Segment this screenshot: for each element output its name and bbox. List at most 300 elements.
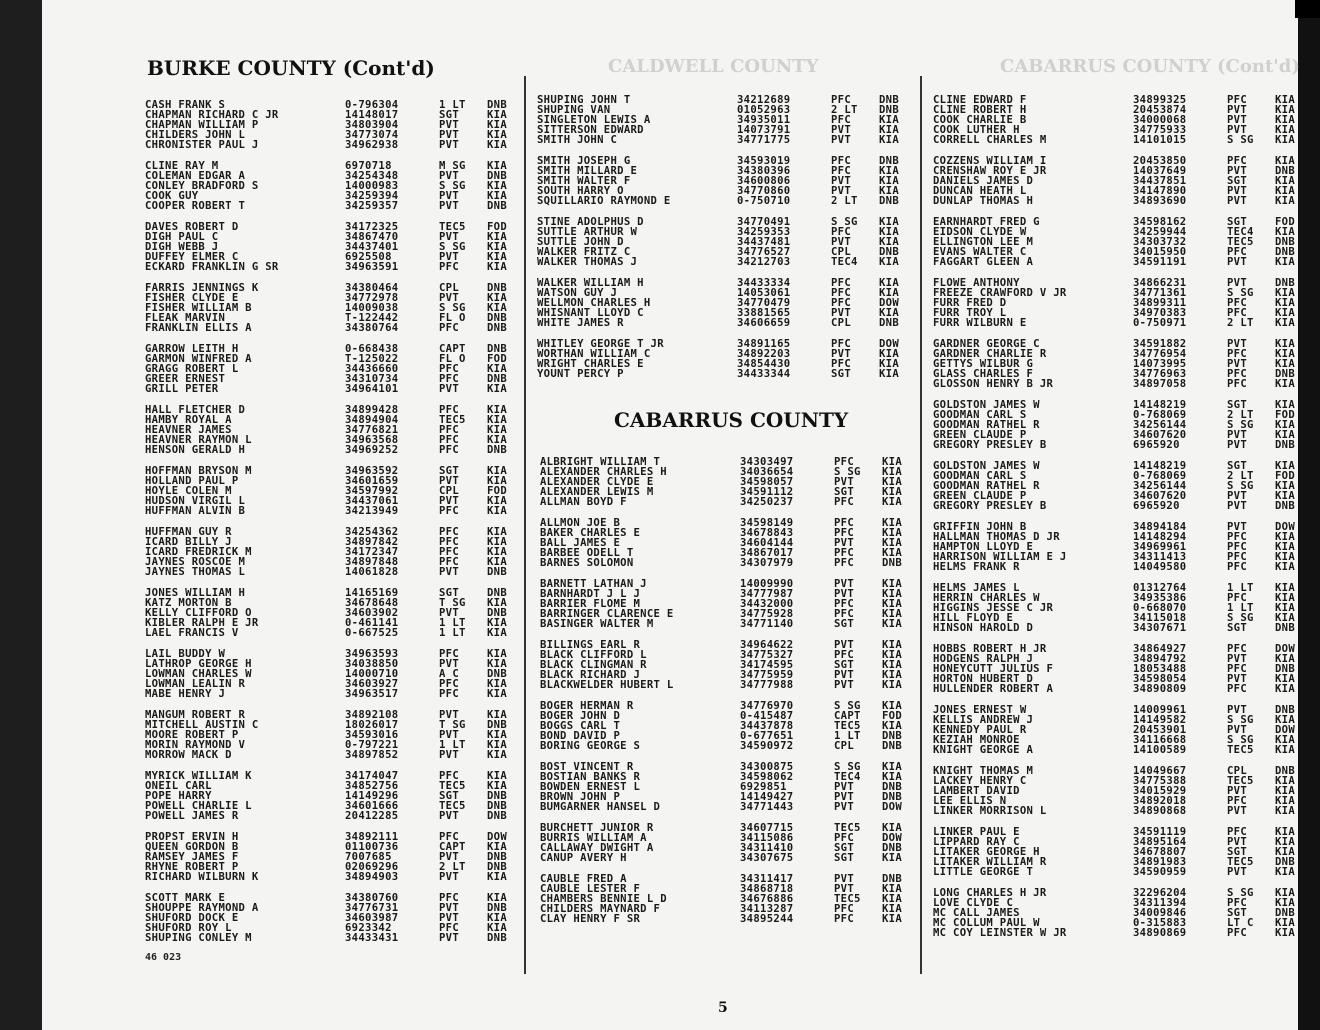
serial-number: 34300875 xyxy=(740,760,794,773)
serial-number: 34433344 xyxy=(737,368,791,381)
soldier-name: FAGGART GLEEN A xyxy=(933,256,1034,269)
status-code: DNB xyxy=(879,154,900,167)
soldier-name: COOK LUTHER H xyxy=(933,124,1020,137)
soldier-name: HOBBS ROBERT H JR xyxy=(933,642,1047,655)
status-code: KIA xyxy=(879,236,900,249)
serial-number: 34380764 xyxy=(345,322,399,335)
status-code: DNB xyxy=(487,860,508,873)
status-code: DNB xyxy=(1275,855,1296,868)
rank: PVT xyxy=(834,801,855,814)
soldier-name: GARDNER GEORGE C xyxy=(933,337,1040,350)
rank: PFC xyxy=(831,358,852,371)
serial-number: 34607620 xyxy=(1133,429,1187,442)
soldier-name: STINE ADOLPHUS D xyxy=(537,215,644,228)
soldier-name: ALEXANDER CHARLES H xyxy=(540,466,667,479)
status-code: FOD xyxy=(1275,408,1296,421)
soldier-name: SUTTLE JOHN D xyxy=(537,236,624,249)
rank: PVT xyxy=(1227,520,1248,533)
serial-number: 7007685 xyxy=(345,850,392,863)
status-code: KIA xyxy=(879,114,900,127)
soldier-name: HAMPTON LLOYD E xyxy=(933,540,1034,553)
soldier-name: CRENSHAW ROY E JR xyxy=(933,165,1047,178)
status-code: KIA xyxy=(879,368,900,381)
rank: PVT xyxy=(1227,439,1248,452)
serial-number: 34892203 xyxy=(737,347,791,360)
status-code: KIA xyxy=(1275,317,1296,330)
status-code: KIA xyxy=(1275,337,1296,350)
soldier-name: FISHER CLYDE E xyxy=(145,292,239,304)
rank: PFC xyxy=(834,496,855,509)
rank: S SG xyxy=(834,760,861,773)
status-code: KIA xyxy=(487,251,508,264)
rank: PFC xyxy=(1227,246,1248,259)
soldier-name: BROWN JOHN P xyxy=(540,791,621,804)
status-code: DNB xyxy=(487,322,508,335)
soldier-name: HERRIN CHARLES W xyxy=(933,591,1040,604)
soldier-name: WALKER FRITZ C xyxy=(537,246,631,259)
status-code: DNB xyxy=(879,246,900,259)
rank: PFC xyxy=(831,337,852,350)
rank: PFC xyxy=(439,545,460,558)
rank: 1 LT xyxy=(834,730,861,743)
soldier-name: BASINGER WALTER M xyxy=(540,618,654,631)
serial-number: T-125022 xyxy=(345,352,399,365)
serial-number: 01312764 xyxy=(1133,581,1187,594)
status-code: FOD xyxy=(1275,215,1296,228)
soldier-name: LIPPARD RAY C xyxy=(933,835,1020,848)
soldier-name: GREEN CLAUDE P xyxy=(933,429,1027,442)
status-code: KIA xyxy=(487,535,508,548)
soldier-name: SHUPING CONLEY M xyxy=(145,931,252,944)
serial-number: 34303497 xyxy=(740,456,794,468)
rank: PVT xyxy=(439,383,460,396)
soldier-name: MC COLLUM PAUL W xyxy=(933,916,1040,929)
soldier-name: HUDSON VIRGIL L xyxy=(145,495,246,508)
rank: T SG xyxy=(439,596,466,609)
serial-number: 14148219 xyxy=(1133,398,1187,411)
rank: PFC xyxy=(439,525,460,538)
status-code: KIA xyxy=(487,657,508,670)
status-code: KIA xyxy=(879,358,900,371)
serial-number: 34590972 xyxy=(740,740,794,753)
soldier-name: ICARD BILLY J xyxy=(145,535,232,548)
rank: PVT xyxy=(1227,337,1248,350)
status-code: DNB xyxy=(487,810,508,823)
status-code: KIA xyxy=(882,547,903,560)
soldier-name: MANGUM ROBERT R xyxy=(145,708,246,721)
status-code: KIA xyxy=(879,256,900,269)
status-code: KIA xyxy=(882,913,903,926)
serial-number: 34311394 xyxy=(1133,896,1187,909)
serial-number: 34598057 xyxy=(740,476,794,489)
rank: PVT xyxy=(439,251,460,264)
status-code: KIA xyxy=(1275,774,1296,787)
status-code: DNB xyxy=(1275,246,1296,259)
serial-number: 34174595 xyxy=(740,659,794,672)
soldier-name: BARBEE ODELL T xyxy=(540,547,634,560)
serial-number: 14148017 xyxy=(345,109,399,122)
cabarrus-county-heading: CABARRUS COUNTY xyxy=(614,408,849,432)
soldier-name: HIGGINS JESSE C JR xyxy=(933,601,1054,614)
serial-number: 34433334 xyxy=(737,276,791,289)
status-code: KIA xyxy=(1275,805,1296,818)
soldier-name: HARRISON WILLIAM E J xyxy=(933,551,1067,564)
soldier-name: LITAKER WILLIAM R xyxy=(933,855,1047,868)
column-divider xyxy=(920,76,922,974)
soldier-name: GOODMAN CARL S xyxy=(933,408,1027,421)
rank: PVT xyxy=(439,728,460,741)
rank: PVT xyxy=(439,850,460,863)
status-code: KIA xyxy=(879,276,900,289)
rank: PVT xyxy=(1227,866,1248,878)
soldier-name: HODGENS RALPH J xyxy=(933,652,1034,665)
status-code: KIA xyxy=(879,185,900,198)
soldier-name: WHISNANT LLOYD C xyxy=(537,307,644,320)
status-code: KIA xyxy=(1275,104,1296,117)
status-code: KIA xyxy=(1275,835,1296,848)
status-code: DOW xyxy=(487,830,508,843)
status-code: KIA xyxy=(882,527,903,540)
ghost-header-caldwell: CALDWELL COUNTY xyxy=(608,56,819,77)
rank: TEC5 xyxy=(439,413,466,426)
serial-number: 34601659 xyxy=(345,474,399,487)
status-code: KIA xyxy=(487,292,508,304)
soldier-name: CHAMBERS BENNIE L D xyxy=(540,892,667,905)
serial-number: 34894903 xyxy=(345,871,399,883)
serial-number: 34311413 xyxy=(1133,551,1187,564)
serial-number: 34864927 xyxy=(1133,642,1187,655)
rank: 1 LT xyxy=(439,617,466,630)
rank: TEC5 xyxy=(439,220,466,233)
rank: PVT xyxy=(831,175,852,188)
status-code: KIA xyxy=(487,911,508,924)
status-code: KIA xyxy=(487,403,508,416)
soldier-name: COOPER ROBERT T xyxy=(145,200,246,213)
rank: S SG xyxy=(1227,480,1254,492)
status-code: KIA xyxy=(1275,673,1296,685)
rank: PVT xyxy=(831,134,852,147)
status-code: KIA xyxy=(882,608,903,621)
status-code: DNB xyxy=(487,901,508,914)
soldier-name: GARMON WINFRED A xyxy=(145,352,252,365)
status-code: DNB xyxy=(487,667,508,680)
rank: TEC5 xyxy=(834,821,861,834)
rank: PVT xyxy=(439,495,460,508)
soldier-name: KELLY CLIFFORD O xyxy=(145,606,252,619)
status-code: DNB xyxy=(487,444,508,457)
rank: TEC5 xyxy=(439,779,466,792)
serial-number: 34606659 xyxy=(737,317,791,330)
soldier-name: HUFFMAN ALVIN B xyxy=(145,505,246,518)
rank: PFC xyxy=(1227,683,1248,696)
soldier-name: HULLENDER ROBERT A xyxy=(933,683,1054,696)
serial-number: 34000068 xyxy=(1133,114,1187,127)
soldier-name: HAMBY ROYAL A xyxy=(145,413,232,426)
status-code: KIA xyxy=(1275,297,1296,310)
rank: PFC xyxy=(831,165,852,178)
status-code: DNB xyxy=(487,566,508,579)
rank: PFC xyxy=(439,444,460,457)
rank: S SG xyxy=(1227,134,1254,147)
soldier-name: POPE HARRY xyxy=(145,789,212,802)
soldier-name: DUFFEY ELMER C xyxy=(145,251,239,264)
status-code: KIA xyxy=(1275,551,1296,564)
serial-number: 34963517 xyxy=(345,688,399,701)
serial-number: 34894904 xyxy=(345,413,399,426)
serial-number: 34591191 xyxy=(1133,256,1187,269)
status-code: KIA xyxy=(882,638,903,651)
status-code: KIA xyxy=(487,464,508,477)
status-code: KIA xyxy=(882,577,903,590)
soldier-name: GOLDSTON JAMES W xyxy=(933,459,1040,472)
status-code: KIA xyxy=(1275,845,1296,858)
soldier-name: GREEN CLAUDE P xyxy=(933,490,1027,503)
soldier-name: WHITLEY GEORGE T JR xyxy=(537,337,664,350)
rank: PVT xyxy=(439,657,460,670)
serial-number: 34603927 xyxy=(345,678,399,690)
rank: S SG xyxy=(1227,713,1254,726)
rank: PFC xyxy=(1227,368,1248,381)
status-code: KIA xyxy=(879,226,900,239)
soldier-name: MOORE ROBERT P xyxy=(145,728,239,741)
soldier-name: MORIN RAYMOND V xyxy=(145,738,246,751)
soldier-name: BOWDEN ERNEST L xyxy=(540,781,641,794)
rank: PFC xyxy=(1227,642,1248,655)
status-code: KIA xyxy=(882,852,903,865)
serial-number: 34894792 xyxy=(1133,652,1187,665)
status-code: DNB xyxy=(879,195,900,208)
rank: PVT xyxy=(439,129,460,142)
soldier-name: LITAKER GEORGE H xyxy=(933,845,1040,858)
status-code: KIA xyxy=(487,495,508,508)
status-code: KIA xyxy=(1275,175,1296,188)
soldier-name: CHILDERS JOHN L xyxy=(145,129,246,142)
rank: PFC xyxy=(1227,347,1248,360)
serial-number: 34437061 xyxy=(345,495,399,508)
soldier-name: HOYLE COLEN M xyxy=(145,485,232,497)
status-code: KIA xyxy=(487,363,508,376)
serial-number: 34678648 xyxy=(345,596,399,609)
serial-number: 34772978 xyxy=(345,292,399,304)
serial-number: 0-750710 xyxy=(737,195,791,208)
status-code: KIA xyxy=(879,124,900,137)
status-code: DOW xyxy=(879,297,900,310)
soldier-name: KNIGHT THOMAS M xyxy=(933,764,1034,777)
soldier-name: RAMSEY JAMES F xyxy=(145,850,239,863)
serial-number: 34603902 xyxy=(345,606,399,619)
serial-number: 34597992 xyxy=(345,485,399,497)
rank: TEC5 xyxy=(439,799,466,812)
status-code: KIA xyxy=(1275,713,1296,726)
status-code: KIA xyxy=(487,627,508,640)
status-code: FOD xyxy=(882,709,903,722)
rank: PFC xyxy=(1227,794,1248,807)
rank: PFC xyxy=(834,547,855,560)
soldier-name: BLACK CLINGMAN R xyxy=(540,659,647,672)
serial-number: 34803904 xyxy=(345,119,399,132)
rank: PVT xyxy=(439,749,460,762)
soldier-name: LOWMAN CHARLES W xyxy=(145,667,252,680)
rank: PVT xyxy=(439,474,460,487)
status-code: KIA xyxy=(1275,195,1296,208)
soldier-name: GOLDSTON JAMES W xyxy=(933,398,1040,411)
status-code: KIA xyxy=(1275,134,1296,147)
status-code: KIA xyxy=(1275,419,1296,432)
column-divider xyxy=(524,76,526,974)
soldier-name: ALEXANDER CLYDE E xyxy=(540,476,654,489)
rank: PFC xyxy=(834,598,855,611)
status-code: KIA xyxy=(879,215,900,228)
soldier-name: CORRELL CHARLES M xyxy=(933,134,1047,147)
status-code: KIA xyxy=(1275,601,1296,614)
status-code: DNB xyxy=(879,317,900,330)
serial-number: 34895244 xyxy=(740,913,794,926)
status-code: KIA xyxy=(882,821,903,834)
rank: S SG xyxy=(834,466,861,479)
serial-number: 34307675 xyxy=(740,852,794,865)
serial-number: 34894184 xyxy=(1133,520,1187,533)
serial-number: 14073995 xyxy=(1133,358,1187,371)
status-code: KIA xyxy=(1275,866,1296,878)
rank: TEC5 xyxy=(834,892,861,905)
serial-number: 34603987 xyxy=(345,911,399,924)
status-code: DOW xyxy=(1275,723,1296,736)
status-code: KIA xyxy=(487,190,508,203)
soldier-name: KENNEDY PAUL R xyxy=(933,723,1027,736)
rank: SGT xyxy=(1227,459,1248,472)
status-code: KIA xyxy=(882,496,903,509)
rank: FL O xyxy=(439,312,466,325)
soldier-name: LITTLE GEORGE T xyxy=(933,866,1034,878)
status-code: KIA xyxy=(1275,744,1296,757)
serial-number: 34776954 xyxy=(1133,347,1187,360)
status-code: DNB xyxy=(487,606,508,619)
status-code: KIA xyxy=(1275,916,1296,929)
status-code: KIA xyxy=(487,556,508,569)
rank: SGT xyxy=(1227,906,1248,919)
soldier-name: KELLIS ANDREW J xyxy=(933,713,1034,726)
soldier-name: GLASS CHARLES F xyxy=(933,368,1034,381)
soldier-name: DAVES ROBERT D xyxy=(145,220,239,233)
soldier-name: GOODMAN CARL S xyxy=(933,469,1027,482)
rank: PVT xyxy=(1227,723,1248,736)
rank: PFC xyxy=(1227,896,1248,909)
soldier-name: SOUTH HARRY O xyxy=(537,185,624,198)
soldier-name: SHUFORD ROY L xyxy=(145,921,232,934)
rank: PFC xyxy=(439,830,460,843)
rank: PFC xyxy=(831,154,852,167)
status-code: KIA xyxy=(487,921,508,934)
status-code: KIA xyxy=(487,119,508,132)
rank: PVT xyxy=(834,638,855,651)
status-code: KIA xyxy=(487,424,508,437)
serial-number: 34172325 xyxy=(345,220,399,233)
rank: S SG xyxy=(834,699,861,712)
status-code: KIA xyxy=(882,486,903,499)
soldier-name: JAYNES THOMAS L xyxy=(145,566,246,579)
serial-number: 34776821 xyxy=(345,424,399,437)
scan-border xyxy=(1298,0,1320,1030)
serial-number: 34113287 xyxy=(740,902,794,915)
status-code: KIA xyxy=(1275,490,1296,503)
rank: PVT xyxy=(439,810,460,823)
rank: CPL xyxy=(831,317,852,330)
soldier-name: COZZENS WILLIAM I xyxy=(933,154,1047,167)
status-code: DNB xyxy=(882,842,903,854)
rank: PFC xyxy=(439,535,460,548)
soldier-name: CANUP AVERY H xyxy=(540,852,627,865)
serial-number: 01100736 xyxy=(345,840,399,853)
status-code: KIA xyxy=(1275,540,1296,553)
soldier-name: POWELL CHARLIE L xyxy=(145,799,252,812)
soldier-name: HALL FLETCHER D xyxy=(145,403,246,416)
status-code: KIA xyxy=(1275,581,1296,594)
serial-number: 34891983 xyxy=(1133,855,1187,868)
rank: PFC xyxy=(439,373,460,386)
soldier-name: EVANS WALTER C xyxy=(933,246,1027,259)
rank: 2 LT xyxy=(831,195,858,208)
serial-number: 34964622 xyxy=(740,638,794,651)
status-code: KIA xyxy=(1275,429,1296,442)
status-code: KIA xyxy=(1275,825,1296,838)
serial-number: 34899325 xyxy=(1133,94,1187,106)
soldier-name: HENSON GERALD H xyxy=(145,444,246,457)
serial-number: 14148294 xyxy=(1133,530,1187,543)
rank: PFC xyxy=(831,114,852,127)
rank: SGT xyxy=(439,789,460,802)
serial-number: 18026017 xyxy=(345,718,399,731)
soldier-name: CASH FRANK S xyxy=(145,99,226,111)
soldier-name: RICHARD WILBURN K xyxy=(145,871,259,883)
rank: PFC xyxy=(1227,307,1248,320)
rank: PVT xyxy=(831,347,852,360)
status-code: KIA xyxy=(879,134,900,147)
status-code: DNB xyxy=(487,718,508,731)
rank: PFC xyxy=(834,913,855,926)
rank: PFC xyxy=(439,921,460,934)
soldier-name: CHRONISTER PAUL J xyxy=(145,139,259,152)
rank: TEC4 xyxy=(1227,226,1254,239)
serial-number: 0-668438 xyxy=(345,342,399,355)
serial-number: 34212689 xyxy=(737,94,791,106)
rank: PFC xyxy=(834,527,855,540)
soldier-name: MITCHELL AUSTIN C xyxy=(145,718,259,731)
serial-number: 34775933 xyxy=(1133,124,1187,137)
status-code: KIA xyxy=(882,760,903,773)
serial-number: 0-415487 xyxy=(740,709,794,722)
soldier-name: HILL FLOYD E xyxy=(933,612,1014,625)
rank: PVT xyxy=(1227,429,1248,442)
rank: PVT xyxy=(439,139,460,152)
rank: SGT xyxy=(439,464,460,477)
soldier-name: BURCHETT JUNIOR R xyxy=(540,821,654,834)
soldier-name: GRIFFIN JOHN B xyxy=(933,520,1027,533)
rank: PFC xyxy=(439,261,460,274)
status-code: DNB xyxy=(1275,662,1296,675)
status-code: DOW xyxy=(1275,520,1296,533)
serial-number: 34868718 xyxy=(740,882,794,895)
status-code: KIA xyxy=(487,434,508,447)
rank: PVT xyxy=(439,911,460,924)
rank: PVT xyxy=(439,170,460,183)
soldier-name: FLEAK MARVIN xyxy=(145,312,226,325)
serial-number: 34598149 xyxy=(740,516,794,529)
soldier-name: ECKARD FRANKLIN G SR xyxy=(145,261,279,274)
soldier-name: FLOWE ANTHONY xyxy=(933,276,1020,289)
soldier-name: HELMS JAMES L xyxy=(933,581,1020,594)
soldier-name: WHITE JAMES R xyxy=(537,317,624,330)
serial-number: 34436660 xyxy=(345,363,399,376)
